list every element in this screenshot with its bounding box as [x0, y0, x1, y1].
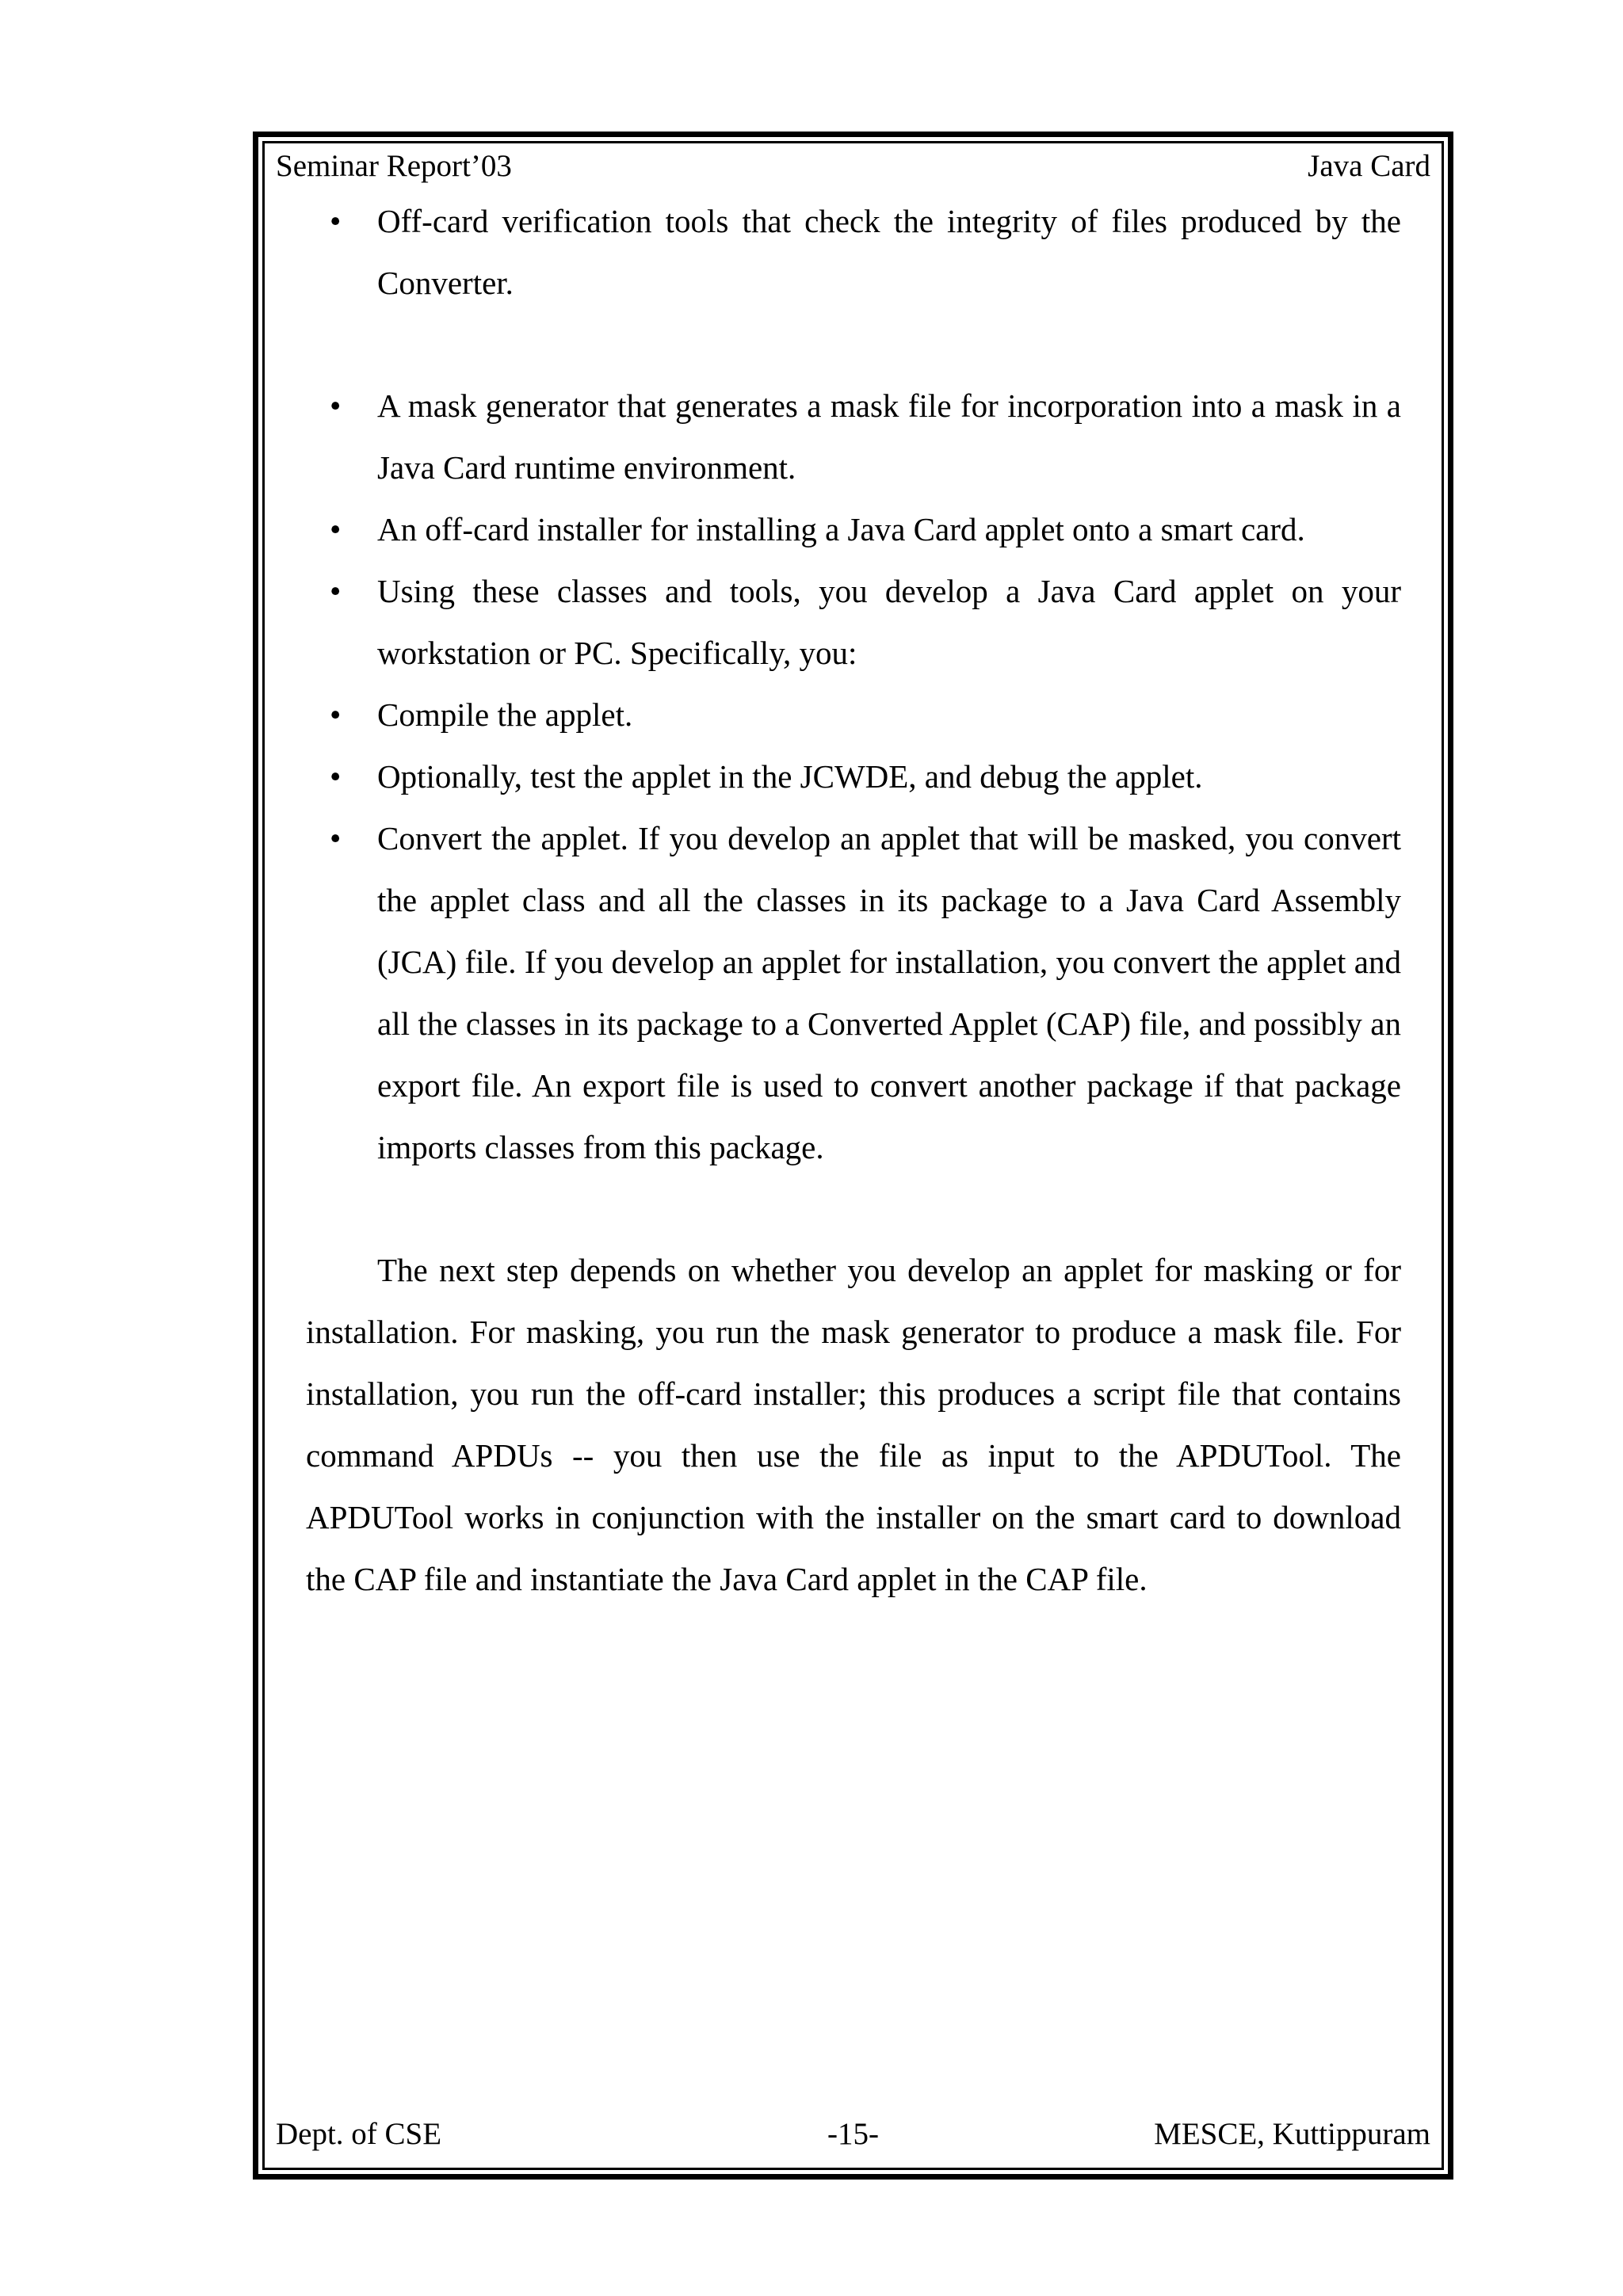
spacer: [306, 1178, 1401, 1239]
bullet-list-steps: [306, 375, 1401, 1178]
list-item: [306, 746, 1401, 807]
bullet-list-tools: [306, 190, 1401, 314]
bullet-icon: •: [330, 387, 342, 424]
list-item-text: Using these classes and tools, you develop a Java Card applet on your workstation or PC. Specifically, you:: [377, 573, 1401, 671]
spacer: [306, 314, 1401, 375]
footer-institution: MESCE, Kuttippuram: [1154, 2117, 1430, 2151]
footer-department: Dept. of CSE: [276, 2117, 442, 2151]
list-item: [306, 375, 1401, 498]
list-item: [306, 560, 1401, 684]
list-item-text: Off-card verification tools that check the integrity of files produced by the Converter.: [377, 203, 1401, 301]
footer-page-number: -15-: [827, 2117, 879, 2151]
list-item: [306, 807, 1401, 1178]
list-item-text: Optionally, test the applet in the JCWDE, and debug the applet.: [377, 758, 1203, 795]
body-paragraph: The next step depends on whether you develop an applet for masking or for installation. For masking, you run the mask generator to produce a mask file. For installation, you run the off-card installer; this produces a script file that contains command APDUs -- you then use the file as input to the APDUTool. The APDUTool works in conjunction with the installer on the smart card to download the CAP file and instantiate the Java Card applet in the CAP file.: [306, 1252, 1401, 1597]
bullet-icon: •: [330, 573, 342, 609]
bullet-icon: •: [330, 696, 342, 733]
bullet-icon: •: [330, 758, 342, 795]
list-item: [306, 498, 1401, 560]
header-topic: Java Card: [1308, 149, 1430, 183]
list-item: [306, 190, 1401, 314]
bullet-icon: •: [330, 203, 342, 239]
page-content: [306, 190, 1401, 1610]
list-item-text: Convert the applet. If you develop an applet that will be masked, you convert the applet class and all the classes in its package to a Java Card Assembly (JCA) file. If you develop an applet for installation, you convert the applet and all the classes in its package to a Converted Applet (CAP) file, and possibly an export file. An export file is used to convert another package if that package imports classes from this package.: [377, 820, 1401, 1165]
bullet-icon: •: [330, 820, 342, 856]
list-item-text: Compile the applet.: [377, 696, 633, 733]
list-item: [306, 684, 1401, 746]
list-item-text: An off-card installer for installing a Java Card applet onto a smart card.: [377, 511, 1305, 547]
list-item-text: A mask generator that generates a mask file for incorporation into a mask in a Java Card runtime environment.: [377, 387, 1401, 486]
bullet-icon: •: [330, 511, 342, 547]
header-report-title: Seminar Report’03: [276, 149, 512, 183]
